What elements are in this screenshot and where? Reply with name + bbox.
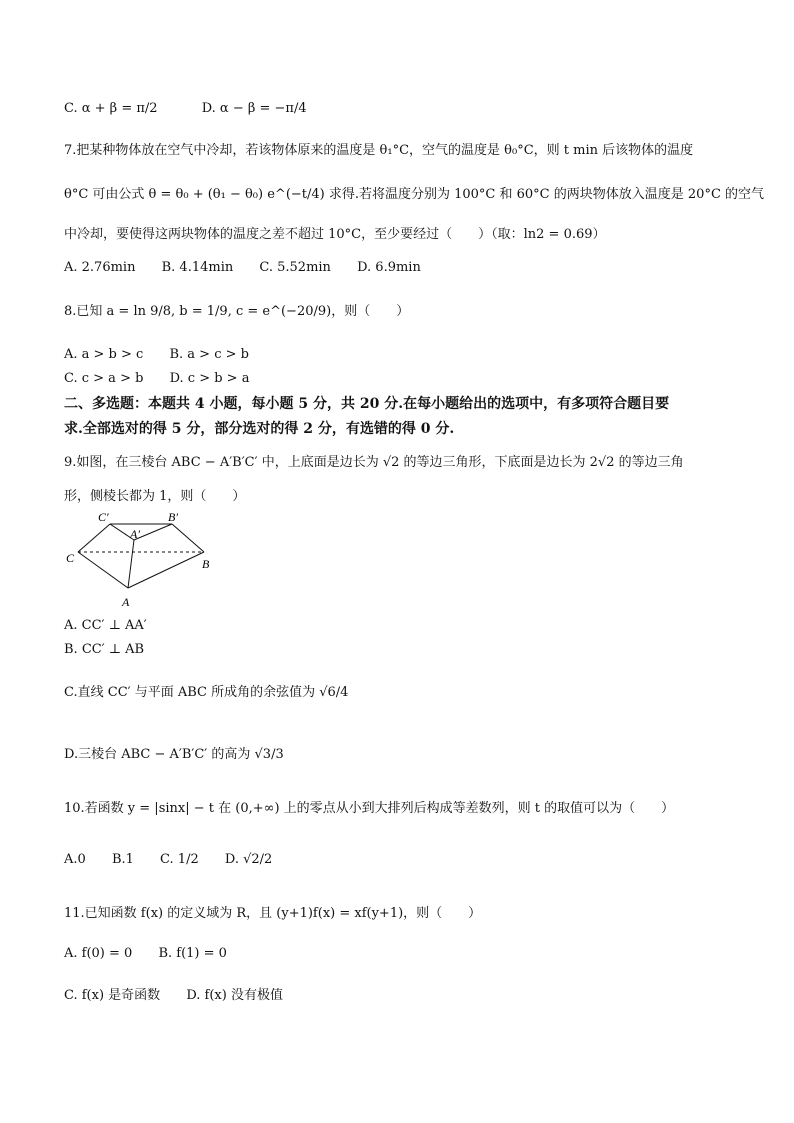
q7-option-d: D. 6.9min (357, 260, 421, 275)
q7-option-c: C. 5.52min (259, 260, 331, 275)
q6-options (64, 100, 329, 118)
section-2-heading-line-2: 求.全部选对的得 5 分，部分选对的得 2 分，有选错的得 0 分. (64, 421, 455, 437)
q6-option-c: C. α + β = π/2 (64, 101, 158, 116)
q9-option-c: C.直线 CC′ 与平面 ABC 所成角的余弦值为 √6/4 (64, 685, 349, 700)
q8-options-row-2 (64, 370, 271, 388)
q9-line-1: 9.如图，在三棱台 ABC − A′B′C′ 中，上底面是边长为 √2 的等边三角形，下底面是边长为 2√2 的等边三角 (64, 455, 684, 470)
section-2-heading-line-1: 二、多选题：本题共 4 小题，每小题 5 分，共 20 分.在每小题给出的选项中，有多项符合题目要 (64, 396, 670, 412)
q11-option-a: A. f(0) = 0 (64, 946, 133, 961)
edge-ab (128, 552, 204, 588)
q10-options (64, 851, 294, 869)
frustum-figure (64, 510, 224, 614)
q9-option-b: B. CC′ ⊥ AB (64, 642, 145, 657)
q7-option-b: B. 4.14min (161, 260, 234, 275)
q8-option-a: A. a > b > c (64, 347, 144, 362)
q10-stem: 10.若函数 y = |sinx| − t 在 (0,+∞) 上的零点从小到大排列后构成等差数列，则 t 的取值可以为（ ） (64, 801, 675, 816)
q10-option-b: B.1 (111, 852, 134, 867)
q7-line-2: θ°C 可由公式 θ = θ₀ + (θ₁ − θ₀) e^(−t/4) 求得.若将温度分别为 100°C 和 60°C 的两块物体放入温度是 20°C 的空气 (64, 187, 765, 202)
q8-option-c: C. c > a > b (64, 371, 144, 386)
q9-option-d: D.三棱台 ABC − A′B′C′ 的高为 √3/3 (64, 747, 284, 762)
q7-line-3: 中冷却，要使得这两块物体的温度之差不超过 10°C，至少要经过（ ）（取：ln2 = 0.69） (64, 227, 606, 242)
edge-ca (78, 552, 128, 588)
q11-stem: 11.已知函数 f(x) 的定义域为 R，且 (y+1)f(x) = xf(y+1)，则（ ） (64, 906, 482, 921)
edge-bb-prime (172, 524, 204, 552)
q11-option-d: D. f(x) 没有极值 (186, 988, 283, 1003)
edge-cc-prime (78, 524, 110, 552)
q6-option-d: D. α − β = −π/4 (201, 101, 307, 116)
q10-option-c: C. 1/2 (160, 852, 199, 867)
q8-option-b: B. a > c > b (169, 347, 249, 362)
q8-option-d: D. c > b > a (169, 371, 250, 386)
label-a: A (122, 595, 130, 609)
q11-options-row-1 (64, 945, 249, 963)
q8-stem: 8.已知 a = ln 9/8, b = 1/9, c = e^(−20/9)，则（ ） (64, 304, 410, 319)
q7-options (64, 259, 443, 277)
edge-aa-prime (128, 540, 134, 588)
q9-option-a: A. CC′ ⊥ AA′ (64, 618, 147, 633)
label-b: B (202, 557, 210, 571)
q11-options-row-2 (64, 987, 305, 1005)
q7-option-a: A. 2.76min (64, 260, 136, 275)
q11-option-b: B. f(1) = 0 (158, 946, 227, 961)
label-c-prime: C′ (98, 510, 109, 524)
label-a-prime: A′ (130, 527, 140, 541)
q8-options-row-1 (64, 346, 271, 364)
label-c: C (66, 551, 75, 565)
q10-option-a: A.0 (64, 852, 86, 867)
label-b-prime: B′ (168, 510, 178, 524)
q9-line-2: 形，侧棱长都为 1，则（ ） (64, 489, 246, 504)
q11-option-c: C. f(x) 是奇函数 (64, 988, 161, 1003)
frustum-diagram (64, 510, 224, 610)
q10-option-d: D. √2/2 (224, 852, 273, 867)
q7-line-1: 7.把某种物体放在空气中冷却，若该物体原来的温度是 θ₁°C，空气的温度是 θ₀°C，则 t min 后该物体的温度 (64, 143, 694, 158)
